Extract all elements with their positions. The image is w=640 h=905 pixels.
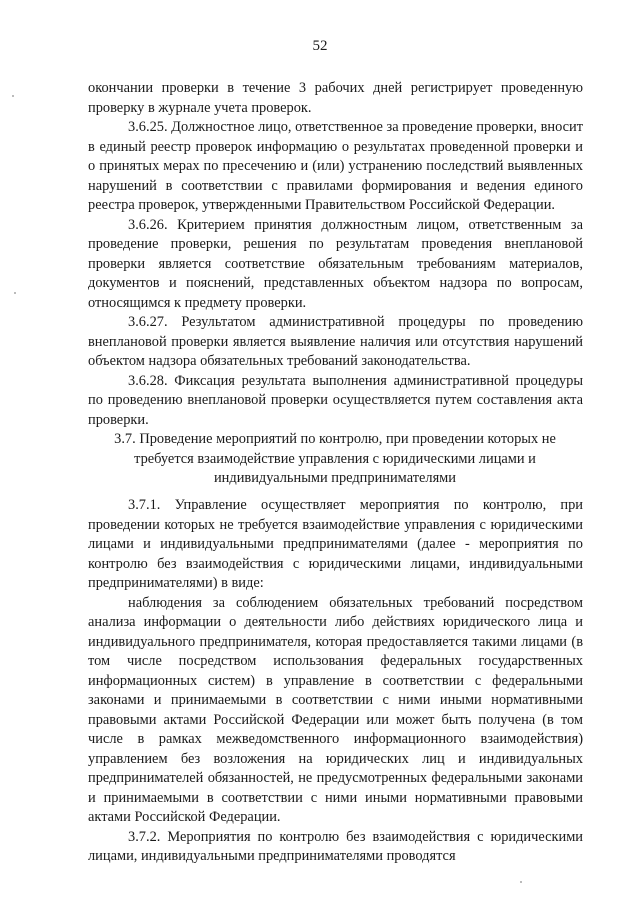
paragraph-3-7-2: 3.7.2. Мероприятия по контролю без взаимодействия с юридическими лицами, индивидуальными предпринимателями проводятся	[88, 828, 583, 864]
section-heading: 3.7. Проведение мероприятий по контролю, при проведении которых не требуется взаимодействие управления с юридическими лицами и индивидуальными предпринимателями	[114, 431, 556, 486]
paragraph-3-6-27: 3.6.27. Результатом административной процедуры по проведению внеплановой проверки является выявление наличия или отсутствия нарушений объектом надзора обязательных требований законодательства.	[88, 314, 583, 369]
section-heading-block	[110, 430, 560, 489]
paragraph-observation: наблюдения за соблюдением обязательных требований посредством анализа информации о деятельности либо действиях юридического лица и индивидуального предпринимателя, которая предоставляется такими лицами (в том числе посредством использования федеральных государственных информационных систем) в управление в соответствии с федеральными законами и принимаемыми в соответствии с ними иными нормативными правовыми актами Российской Федерации или может быть получена (в том числе в рамках межведомственного информационного взаимодействия) управлением без возложения на юридических лиц и индивидуальных предпринимателей обязанностей, не предусмотренных федеральными законами и принимаемыми в соответствии с ними иными нормативными правовыми актами Российской Федерации.	[88, 594, 583, 825]
scan-speck	[520, 881, 522, 883]
scan-speck	[14, 292, 16, 294]
paragraph-3-7-1: 3.7.1. Управление осуществляет мероприятия по контролю, при проведении которых не требуется взаимодействие управления с юридическими лицами и индивидуальными предпринимателями (далее - мероприятия по контролю без взаимодействия с юридическими лицами, индивидуальными предпринимателями) в виде:	[88, 497, 583, 591]
body-text-bottom	[88, 496, 583, 867]
scan-speck	[12, 95, 14, 97]
body-text-top	[88, 79, 583, 430]
page-number: 52	[312, 38, 328, 54]
paragraph-continuation: окончании проверки в течение 3 рабочих дней регистрирует проведенную проверку в журнале учета проверок.	[88, 80, 583, 116]
paragraph-3-6-28: 3.6.28. Фиксация результата выполнения административной процедуры по проведению внеплановой проверки осуществляется путем составления акта проверки.	[88, 372, 583, 428]
paragraph-3-6-25: 3.6.25. Должностное лицо, ответственное за проведение проверки, вносит в единый реестр проверок информацию о результатах проведенной проверки и о принятых мерах по пресечению и (или) устранению последствий выявленных нарушений в соответствии с правилами формирования и ведения единого реестра проверок, утвержденными Правительством Российской Федерации.	[88, 119, 583, 213]
paragraph-3-6-26: 3.6.26. Критерием принятия должностным лицом, ответственным за проведение проверки, решения по результатам проведения внеплановой проверки является соответствие обязательным требованиям материалов, документов и пояснений, представленных объектом надзора по вопросам, относящимся к предмету проверки.	[88, 216, 583, 311]
